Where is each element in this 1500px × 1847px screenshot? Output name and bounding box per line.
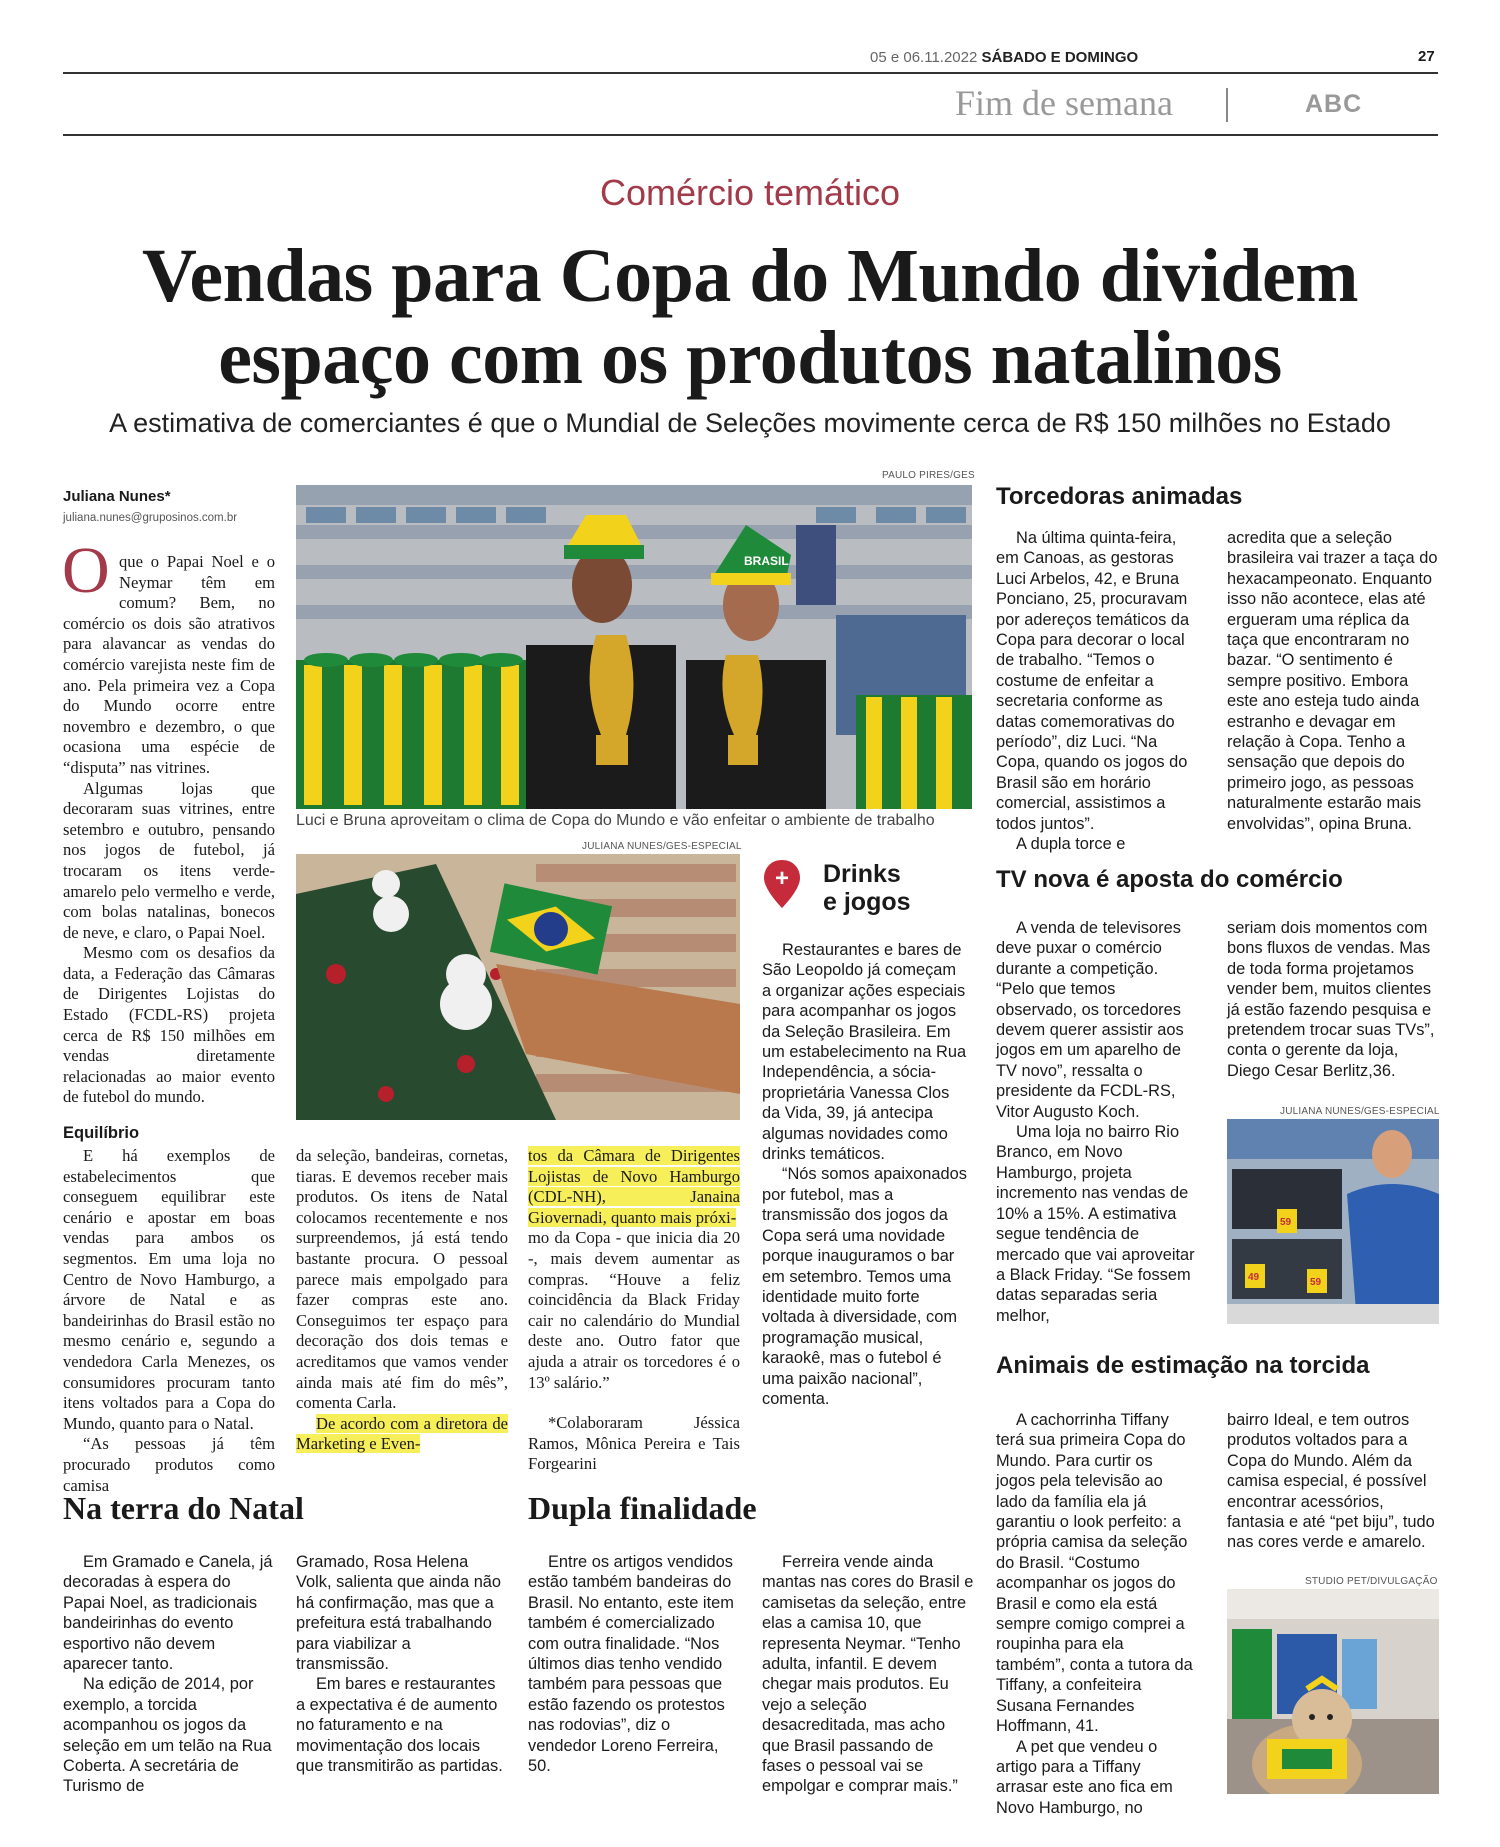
natal-col1: [63, 1552, 275, 1797]
subheadline: A estimativa de comerciantes é que o Mundial de Seleções movimente cerca de R$ 150 milhões no Estado: [109, 408, 1391, 438]
paragraph: Uma loja no bairro Rio Branco, em Novo Hamburgo, projeta incremento nas vendas de 10% a 15%. A estimativa segue tendência de mercado que vai aproveitar a Black Friday. “Se fossem datas separadas seria melhor,: [996, 1123, 1195, 1325]
lead-paragraph: [63, 552, 275, 779]
paragraph: Em bares e restaurantes a expectativa é de aumento no faturamento e na movimentação dos locais que transmitirão as partidas.: [296, 1675, 503, 1776]
torcedoras-title: Torcedoras animadas: [996, 483, 1243, 510]
drinks-title-line2: e jogos: [823, 888, 911, 916]
paragraph: A dupla torce e: [1016, 835, 1126, 854]
paragraph: acredita que a seleção brasileira vai trazer a taça do hexacampeonato. Enquanto isso não acontece, elas até ergueram uma réplica da taça que encontraram no bazar. “O sentimento é sempre positivo. Embora este ano esteja tudo ainda estranho e devagar em relação à Copa. Tenho a sensação que depois do primeiro jogo, as pessoas naturalmente estarão mais envolvidas”, opina Bruna.: [1227, 529, 1438, 833]
paragraph: da seleção, bandeiras, cornetas, tiaras. E devemos receber mais produtos. Os itens de Natal colocamos recentemente e nos surpreendemos, já está tendo bastante procura. O pessoal parece mais empolgado para fazer compras este ano. Conseguimos ter espaço para decoração dos dois temas e acreditamos que vamos vender ainda mais até fim do mês”, comenta Carla.: [296, 1146, 508, 1413]
lead-text: que o Papai Noel e o Neymar têm em comum? Bem, no comércio os dois são atrativos para alavancar as vendas do comércio varejista neste fim de ano. Pela primeira vez a Copa do Mundo ocorre entre novembro e dezembro, o que ocasiona uma espécie de “disputa” nas vitrines.: [63, 552, 275, 777]
paragraph: Gramado, Rosa Helena Volk, salienta que ainda não há confirmação, mas que a prefeitura está trabalhando para viabilizar a transmissão.: [296, 1553, 502, 1674]
photo-credit-pet: STUDIO PET/DIVULGAÇÃO: [1305, 1576, 1438, 1587]
price-tag-3: 59: [1310, 1277, 1322, 1288]
hat-text: BRASIL: [744, 554, 789, 568]
column-3: [528, 1146, 740, 1475]
animais-title: Animais de estimação na torcida: [996, 1352, 1370, 1379]
paragraph: [296, 1414, 508, 1455]
issue-date: [870, 49, 1138, 66]
photo-credit-main: PAULO PIRES/GES: [882, 470, 975, 481]
paragraph: Algumas lojas que decoraram suas vitrines, entre setembro e outubro, pensando nos jogos de futebol, já trocaram os itens verde-amarelo pelo vermelho e verde, com bolas natalinas, bonecos de neve, e claro, o Papai Noel.: [63, 778, 275, 942]
pet-photo-image: [1227, 1589, 1439, 1794]
dropcap: O: [62, 534, 110, 607]
dupla-title: Dupla finalidade: [528, 1490, 757, 1526]
paragraph: Ferreira vende ainda mantas nas cores do Brasil e camisetas da seleção, entre elas a camisa 10, que representa Neymar. “Tenho adulta, infantil. E devem chegar mais produtos. Eu vejo a seleção desacreditada, mas acho que Brasil passando de fases o pessoal vai se empolgar e comprar mais.”: [762, 1553, 974, 1796]
paragraph: E há exemplos de estabelecimentos que conseguem equilibrar este cenário e apostar em boas vendas para ambos os segmentos. Em uma loja no Centro de Novo Hamburgo, a árvore de Natal e as bandeirinhas do Brasil estão no mesmo cenário e, segundo a vendedora Carla Menezes, os consumidores procuram tanto itens voltados para a Copa do Mundo, quanto para o Natal.: [63, 1146, 275, 1433]
header-divider: [1226, 88, 1228, 122]
headline-line2: espaço com os produtos natalinos: [218, 316, 1282, 400]
natal-col2: [296, 1552, 508, 1776]
price-tag-2: 49: [1248, 1272, 1260, 1283]
animais-col1: [996, 1410, 1196, 1818]
column-1: [63, 552, 275, 1108]
pet-photo: [1227, 1589, 1439, 1794]
paragraph: “As pessoas já têm procurado produtos como camisa: [63, 1434, 275, 1495]
paragraph: “Nós somos apaixonados por futebol, mas a transmissão dos jogos da Copa será uma novidade porque inauguramos o bar em setembro. Temos uma identidade muito forte voltada à diversidade, com programação musical, karaokê, mas o futebol é uma paixão nacional”, comenta.: [762, 1165, 967, 1408]
paragraph: mo da Copa - que inicia dia 20 -, mais devem aumentar as compras. “Houve a feliz coincidência da Black Friday cair no calendário do Mundial deste ano. Outro fator que ajuda a atrair os torcedores é o 13º salário.”: [528, 1228, 740, 1392]
tvnova-col1: [996, 918, 1196, 1326]
headline-line1: Vendas para Copa do Mundo dividem: [141, 234, 1358, 318]
tvnova-title: TV nova é aposta do comércio: [996, 866, 1343, 893]
drinks-column: [762, 940, 967, 1409]
date-text: 05 e 06.11.2022: [870, 49, 978, 66]
paragraph: A venda de televisores deve puxar o comércio durante a competição. “Pelo que temos observado, os torcedores devem querer assistir aos jogos em um aparelho de TV novo”, ressalta o presidente da FCDL-RS, Vitor Augusto Koch.: [996, 919, 1184, 1121]
paragraph: Na última quinta-feira, em Canoas, as gestoras Luci Arbelos, 42, e Bruna Ponciano, 25, procuravam por adereços temáticos da Copa para decorar o local de trabalho. “Temos o costume de enfeitar a secretaria conforme as datas comemorativas do período”, diz Luci. “Na Copa, quando os jogos do Brasil são em horário comercial, assistimos a todos juntos”.: [996, 529, 1190, 833]
paragraph: Restaurantes e bares de São Leopoldo já começam a organizar ações especiais para acompanhar os jogos da Seleção Brasileira. Em um estabelecimento na Rua Independência, a sócia-proprietária Vanessa Clos da Vida, 39, já antecipa algumas novidades como drinks temáticos.: [762, 941, 967, 1164]
paragraph: bairro Ideal, e tem outros produtos voltados para a Copa do Mundo. Além da camisa especial, é possível encontrar acessórios, fantasia e até “pet biju”, tudo nas cores verde e amarelo.: [1227, 1411, 1435, 1552]
pin-plus: +: [774, 865, 790, 892]
main-photo: [296, 485, 972, 809]
animais-col2: [1227, 1410, 1439, 1553]
main-photo-caption: Luci e Bruna aproveitam o clima de Copa do Mundo e vão enfeitar o ambiente de trabalho: [296, 812, 935, 829]
paragraph: Entre os artigos vendidos estão também bandeiras do Brasil. No entanto, este item também é comercializado com outra finalidade. “Nos últimos dias tenho vendido também para pessoas que estão fazendo os protestos nas rodovias”, diz o vendedor Loreno Ferreira, 50.: [528, 1553, 734, 1776]
price-tag-1: 59: [1280, 1217, 1292, 1228]
photo-credit-tv: JULIANA NUNES/GES-ESPECIAL: [1280, 1106, 1440, 1117]
highlighted-text: tos da Câmara de Dirigentes Lojistas de Novo Hamburgo (CDL-NH), Janaina Giovernadi, quanto mais próxi-: [528, 1146, 740, 1227]
torcedoras-col2: [1227, 528, 1439, 834]
author: Juliana Nunes*: [63, 488, 171, 505]
column-2: [296, 1146, 508, 1455]
paragraph: Em Gramado e Canela, já decoradas à espera do Papai Noel, as tradicionais bandeirinhas do evento esportivo não devem aparecer tanto.: [63, 1553, 273, 1674]
highlighted-text: De acordo com a diretora de Marketing e Even-: [296, 1413, 508, 1454]
tv-photo: [1227, 1119, 1439, 1324]
tree-photo-image: [296, 854, 740, 1120]
paragraph: [528, 1146, 740, 1228]
day-text: SÁBADO E DOMINGO: [981, 49, 1139, 66]
paragraph: Na edição de 2014, por exemplo, a torcida acompanhou os jogos da seleção em um telão na Rua Coberta. A secretária de Turismo de: [63, 1675, 272, 1796]
header-rule-top: [63, 72, 1438, 74]
tvnova-col2: [1227, 918, 1439, 1081]
page-number: 27: [1418, 48, 1435, 65]
lead-spacer: [63, 552, 119, 610]
drinks-title-line1: Drinks: [823, 860, 901, 888]
paragraph: A pet que vendeu o artigo para a Tiffany arrasar este ano fica em Novo Hamburgo, no: [996, 1737, 1173, 1817]
drinks-title: [823, 860, 911, 916]
column-1-continued: [63, 1146, 275, 1496]
paragraph: Mesmo com os desafios da data, a Federação das Câmaras de Dirigentes Lojistas do Estado (FCDL-RS) projeta cerca de R$ 150 milhões em vendas diretamente relacionadas ao maior evento de futebol do mundo.: [63, 943, 275, 1107]
torcedoras-col1: [996, 528, 1196, 855]
contributors: *Colaboraram Jéssica Ramos, Mônica Pereira e Tais Forgearini: [528, 1413, 740, 1474]
brand-logo: ABC: [1305, 90, 1363, 118]
photo-credit-tree: JULIANA NUNES/GES-ESPECIAL: [582, 841, 742, 852]
paragraph: seriam dois momentos com bons fluxos de vendas. Mas de toda forma projetamos vender bem, muitos clientes já estão fazendo pesquisa e pretendem trocar suas TVs”, conta o gerente da loja, Diego Cesar Berlitz,36.: [1227, 919, 1435, 1080]
tv-photo-image: [1227, 1119, 1439, 1324]
header-rule-bottom: [63, 134, 1438, 136]
main-photo-image: [296, 485, 972, 809]
dupla-col1: [528, 1552, 740, 1776]
kicker: Comércio temático: [599, 172, 901, 213]
natal-title: Na terra do Natal: [63, 1490, 304, 1526]
paragraph: A cachorrinha Tiffany terá sua primeira Copa do Mundo. Para curtir os jogos pela televisão ao lado da família ela já garantiu o look perfeito: a própria camisa da seleção do Brasil. “Costumo acompanhar os jogos do Brasil e como ela está sempre comigo comprei a roupinha para ela também”, conta a tutora da Tiffany, a confeiteira Susana Fernandes Hoffmann, 41.: [996, 1411, 1193, 1736]
section-title: Fim de semana: [955, 83, 1173, 123]
tree-photo: [296, 854, 740, 1120]
dupla-col2: [762, 1552, 974, 1797]
author-email: juliana.nunes@gruposinos.com.br: [63, 512, 238, 524]
drinks-pin-icon: [762, 858, 802, 910]
subhead-equilibrio: Equilíbrio: [63, 1124, 140, 1142]
